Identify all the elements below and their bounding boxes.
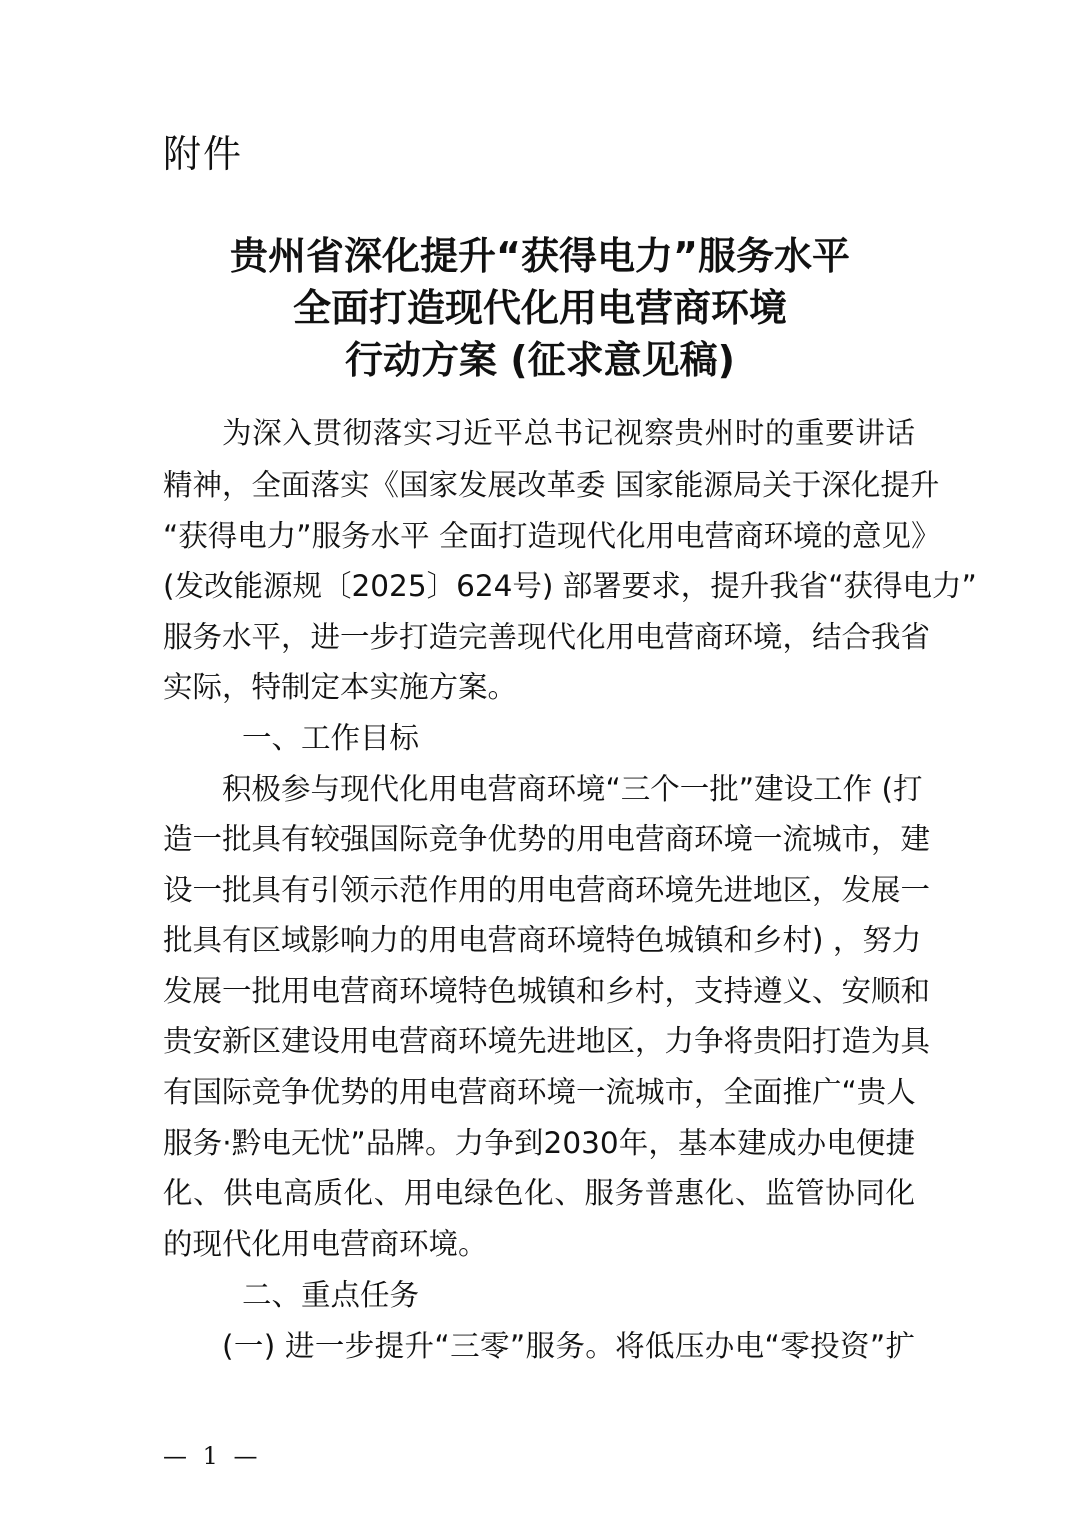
body-line: 有国际竞争优势的用电营商环境一流城市，全面推广“贵人 (163, 1075, 916, 1109)
body-line: 造一批具有较强国际竞争优势的用电营商环境一流城市，建 (163, 822, 931, 856)
page-number: — 1 — (163, 1442, 262, 1470)
attachment-label: 附件 (163, 132, 244, 176)
body-line: (发改能源规〔2025〕624号) 部署要求，提升我省“获得电力” (163, 569, 977, 603)
body-line: 化、供电高质化、用电绿色化、服务普惠化、监管协同化 (163, 1176, 915, 1210)
body-line: “获得电力”服务水平 全面打造现代化用电营商环境的意见》 (163, 519, 941, 553)
body-line: 的现代化用电营商环境。 (163, 1227, 488, 1261)
body-line: (一) 进一步提升“三零”服务。将低压办电“零投资”扩 (222, 1329, 915, 1363)
section-heading-goals: 一、工作目标 (242, 721, 420, 755)
body-line: 实际，特制定本实施方案。 (163, 670, 518, 704)
body-line: 积极参与现代化用电营商环境“三个一批”建设工作 (打 (222, 772, 923, 806)
body-line: 为深入贯彻落实习近平总书记视察贵州时的重要讲话 (222, 416, 915, 450)
body-line: 服务水平，进一步打造完善现代化用电营商环境，结合我省 (163, 620, 931, 654)
section-heading-tasks: 二、重点任务 (242, 1278, 420, 1312)
body-line: 发展一批用电营商环境特色城镇和乡村，支持遵义、安顺和 (163, 974, 931, 1008)
title-line-2: 全面打造现代化用电营商环境 (292, 286, 787, 330)
body-line: 设一批具有引领示范作用的用电营商环境先进地区，发展一 (163, 873, 931, 907)
body-line: 服务·黔电无忧”品牌。力争到2030年，基本建成办电便捷 (163, 1126, 915, 1160)
title-line-3: 行动方案 (征求意见稿) (345, 338, 735, 382)
body-line: 贵安新区建设用电营商环境先进地区，力争将贵阳打造为具 (163, 1024, 931, 1058)
title-line-1: 贵州省深化提升“获得电力”服务水平 (230, 234, 850, 278)
body-line: 批具有区域影响力的用电营商环境特色城镇和乡村) ，努力 (163, 923, 922, 957)
body-line: 精神，全面落实《国家发展改革委 国家能源局关于深化提升 (163, 468, 940, 502)
